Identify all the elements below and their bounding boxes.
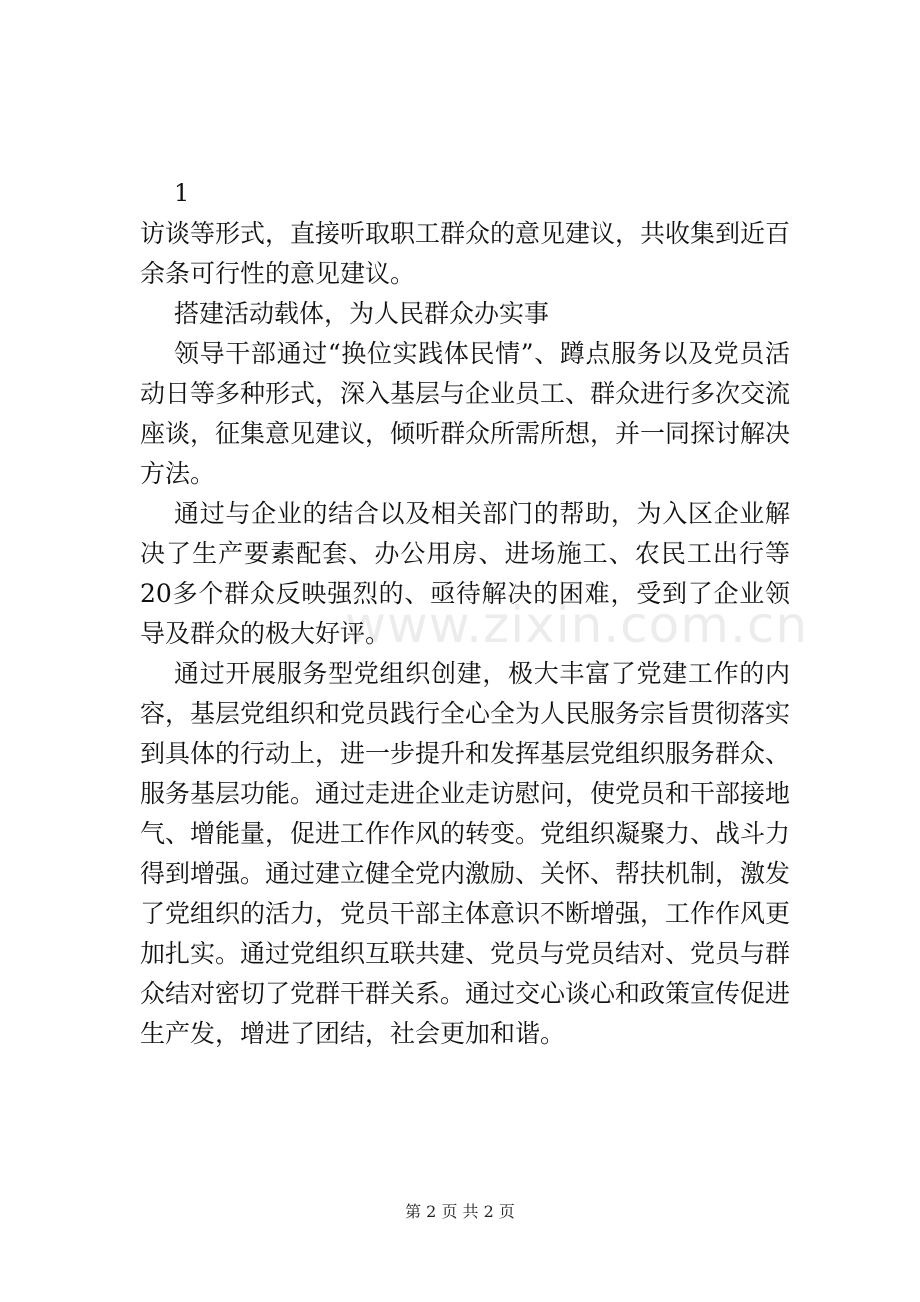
watermark: www.zixin.com.cn xyxy=(345,596,809,654)
page-marker: 1 xyxy=(174,179,190,207)
section-heading: 搭建活动载体，为人民群众办实事 xyxy=(174,299,550,328)
page-footer: 第 2 页 共 2 页 xyxy=(405,1202,515,1221)
paragraph-feedback-collection: 访谈等形式，直接听取职工群众的意见建议，共收集到近百余条可行性的意见建议。 xyxy=(140,219,791,288)
paragraph-leadership-outreach: 领导干部通过“换位实践体民情”、蹲点服务以及党员活动日等多种形式，深入基层与企业员工、群众进行多次交流座谈，征集意见建议，倾听群众所需所想，并一同探讨解决方法。 xyxy=(140,339,791,488)
paragraph-service-party-building: 通过开展服务型党组织创建，极大丰富了党建工作的内容，基层党组织和党员践行全心全为人民服务宗旨贯彻落实到具体的行动上，进一步提升和发挥基层党组织服务群众、服务基层功能。通过走进企业走访慰问，使党员和干部接地气、增能量，促进工作作风的转变。党组织凝聚力、战斗力得到增强。通过建立健全党内激励、关怀、帮扶机制，激发了党组织的活力，党员干部主体意识不断增强，工作作风更加扎实。通过党组织互联共建、党员与党员结对、党员与群众结对密切了党群干群关系。通过交心谈心和政策宣传促进生产发，增进了团结，社会更加和谐。 xyxy=(140,659,791,1048)
paragraph-enterprise-support: 通过与企业的结合以及相关部门的帮助，为入区企业解决了生产要素配套、办公用房、进场施工、农民工出行等20多个群众反映强烈的、亟待解决的困难，受到了企业领导及群众的极大好评。 xyxy=(140,499,790,648)
